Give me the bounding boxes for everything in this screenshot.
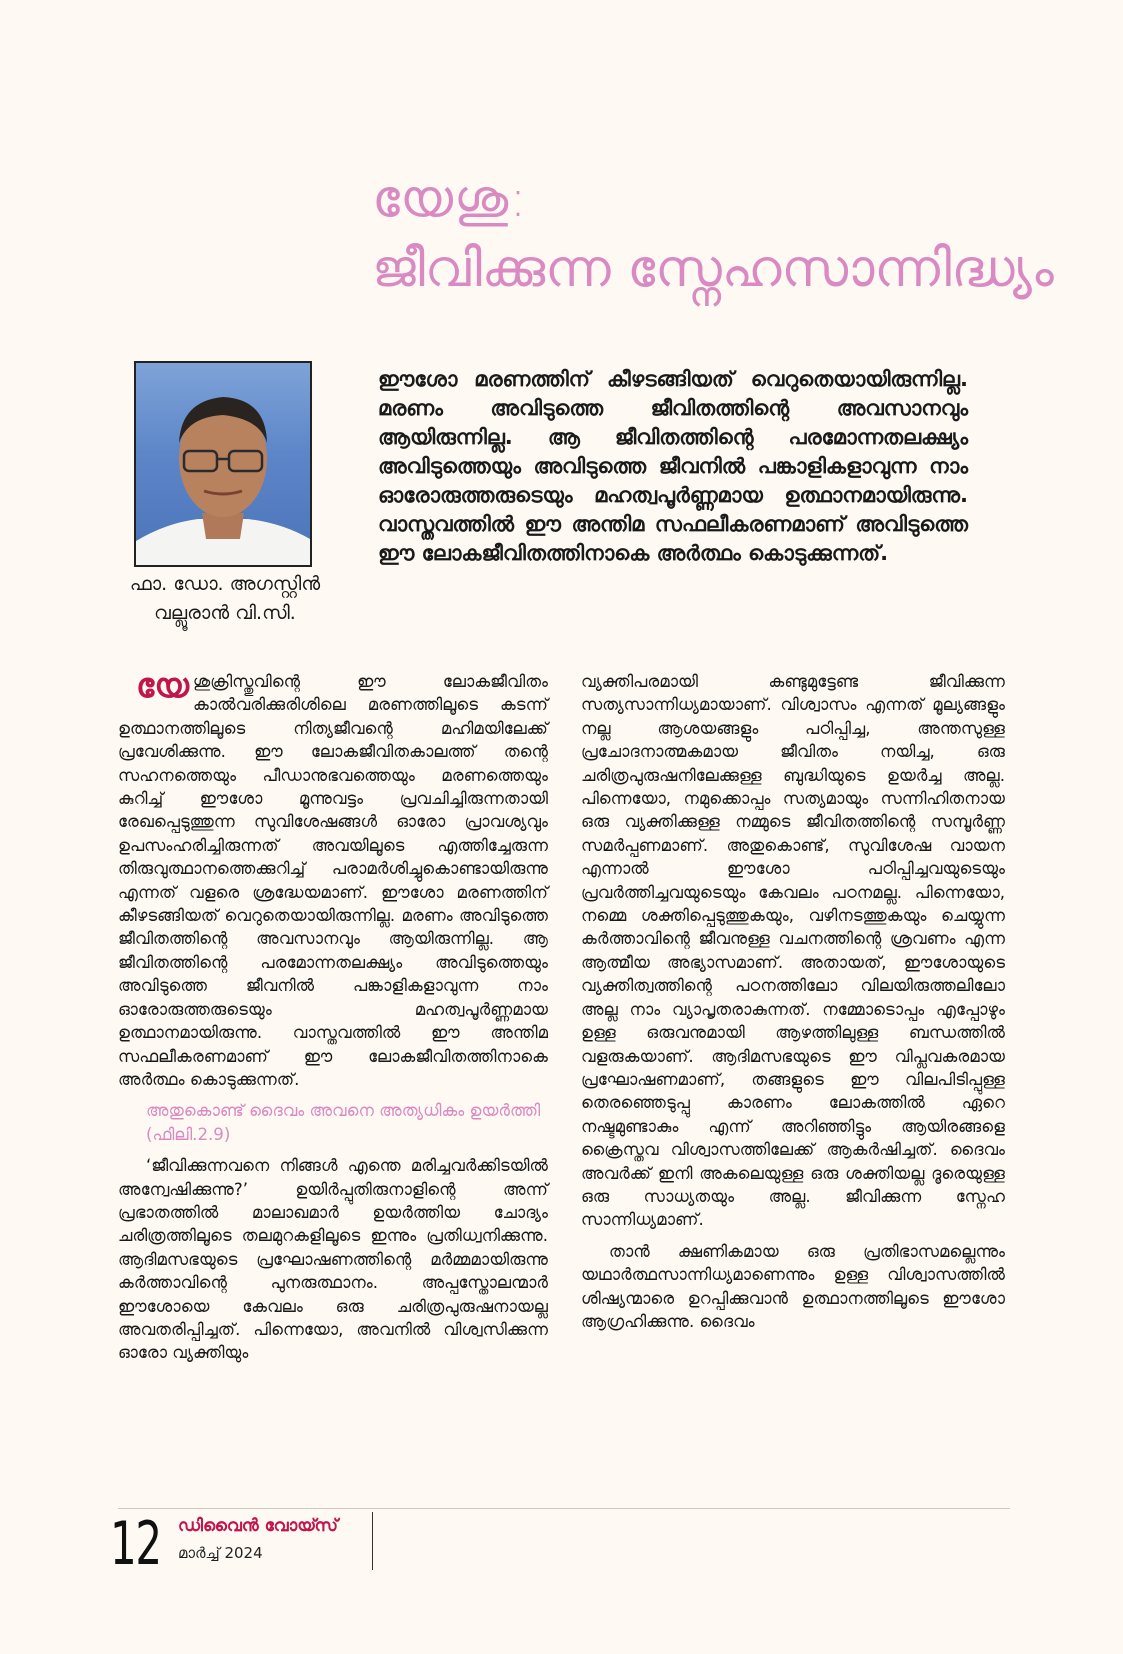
page-number: 12 — [110, 1509, 161, 1579]
author-name-line-1: ഫാ. ഡോ. അഗസ്റ്റിൻ — [129, 573, 321, 595]
body-paragraph-2: ‘ജീവിക്കുന്നവനെ നിങ്ങൾ എന്തെ മരിച്ചവർക്കിടയിൽ അന്വേഷിക്കുന്നു?’ ഉയിർപ്പുതിരുനാളിന്റെ അന്ന് പ്രഭാതത്തിൽ മാലാഖമാർ ഉയർത്തിയ ചോദ്യം ചരിത്രത്തിലൂടെ തലമുറകളിലൂടെ ഇന്നും പ്രതിധ്വനിക്കുന്നു. ആദിമസഭയുടെ പ്രഘോഷണത്തിന്റെ മർമ്മമായിരുന്നു കർത്താവിന്റെ പുനരുത്ഥാനം. അപ്പസ്തോലന്മാർ ഈശോയെ കേവലം ഒരു ചരിത്രപുരുഷനായല്ല അവതരിപ്പിച്ചത്. പിന്നെയോ, അവനിൽ വിശ്വസിക്കുന്ന ഓരോ വ്യക്തിയും — [118, 1156, 548, 1363]
author-photo — [134, 361, 312, 567]
body-paragraph-3: വ്യക്തിപരമായി കണ്ടുമുട്ടേണ്ട ജീവിക്കുന്ന സത്യസാന്നിധ്യമായാണ്. വിശ്വാസം എന്നത് മൂല്യങ്ങളും നല്ല ആശയങ്ങളും പഠിപ്പിച്ച, അന്തസുള്ള പ്രചോദനാത്മകമായ ജീവിതം നയിച്ച, ഒരു ചരിത്രപുരുഷനിലേക്കുള്ള ബുദ്ധിയുടെ ഉയർച്ച അല്ല. പിന്നെയോ, നമുക്കൊപ്പം സത്യമായും സന്നിഹിതനായ ഒരു വ്യക്തിക്കുള്ള നമ്മുടെ ജീവിതത്തിന്റെ സമ്പൂർണ്ണ സമർപ്പണമാണ്. അതുകൊണ്ട്, സുവിശേഷ വായന എന്നാൽ ഈശോ പഠിപ്പിച്ചവയുടെയും പ്രവർത്തിച്ചവയുടെയും കേവലം പഠനമല്ല. പിന്നെയോ, നമ്മെ ശക്തിപ്പെടുത്തുകയും, വഴിനടത്തുകയും ചെയ്യുന്ന കർത്താവിന്റെ ജീവനുള്ള വചനത്തിന്റെ ശ്രവണം എന്ന ആത്മീയ അഭ്യാസമാണ്. അതായത്, ഈശോയുടെ വ്യക്തിത്വത്തിന്റെ പഠനത്തിലോ വിലയിരുത്തലിലോ അല്ല നാം വ്യാപൃതരാകുന്നത്. നമ്മോടൊപ്പം എപ്പോഴും ഉള്ള ഒരുവനുമായി ആഴത്തിലുള്ള ബന്ധത്തിൽ വളരുകയാണ്. ആദിമസഭയുടെ ഈ വിപ്ലവകരമായ പ്രഘോഷണമാണ്, തങ്ങളുടെ ഈ വിലപിടിപ്പുള്ള തെരഞ്ഞെടുപ്പു കാരണം ലോകത്തിൽ ഏറെ നഷ്ടമുണ്ടാകും എന്ന് അറിഞ്ഞിട്ടും ആയിരങ്ങളെ ക്രൈസ്തവ വിശ്വാസത്തിലേക്ക് ആകർഷിച്ചത്. ദൈവം അവർക്ക് ഇനി അകലെയുള്ള ഒരു ശക്തിയല്ല ദൂരെയുള്ള ഒരു സാധ്യതയും അല്ല. ജീവിക്കുന്ന സ്നേഹ സാന്നിധ്യമാണ്. — [581, 672, 1005, 1230]
footer-divider — [118, 1508, 1010, 1509]
body-paragraph-1 — [118, 666, 548, 1091]
footer-separator — [372, 1512, 373, 1570]
body-column-right — [581, 670, 1005, 1341]
body-column-left — [118, 666, 548, 1373]
section-subheading: അതുകൊണ്ട് ദൈവം അവനെ അത്യധികം ഉയർത്തി (ഫിലി.2.9) — [146, 1101, 541, 1144]
magazine-name: ഡിവൈൻ വോയ്സ് — [178, 1516, 338, 1536]
author-byline — [118, 570, 332, 628]
issue-date: മാർച്ച് 2024 — [178, 1544, 263, 1562]
article-abstract: ഈശോ മരണത്തിന് കീഴടങ്ങിയത് വെറുതെയായിരുന്നില്ല. മരണം അവിടുത്തെ ജീവിതത്തിന്റെ അവസാനവും ആയിരുന്നില്ല. ആ ജീവിതത്തിന്റെ പരമോന്നതലക്ഷ്യം അവിടുത്തെയും അവിടുത്തെ ജീവനിൽ പങ്കാളികളാവുന്ന നാം ഓരോരുത്തരുടെയും മഹത്വപൂർണ്ണമായ ഉത്ഥാനമായിരുന്നു. വാസ്തവത്തിൽ ഈ അന്തിമ സഫലീകരണമാണ് അവിടുത്തെ ഈ ലോകജീവിതത്തിനാകെ അർത്ഥം കൊടുക്കുന്നത്. — [378, 367, 968, 565]
title-line-2: ജീവിക്കുന്ന സ്നേഹസാന്നിദ്ധ്യം — [372, 238, 1054, 299]
article-title — [372, 170, 1092, 300]
drop-cap: യേ — [136, 666, 189, 706]
title-line-1: യേശു: — [372, 169, 528, 229]
author-name-line-2: വല്ലൂരാൻ വി.സി. — [154, 602, 296, 624]
author-portrait-image — [136, 363, 310, 565]
body-paragraph-1-text: ശുക്രിസ്തുവിന്റെ ഈ ലോകജീവിതം കാൽവരിക്കുരിശിലെ മരണത്തിലൂടെ കടന്ന് ഉത്ഥാനത്തിലൂടെ നിത്യജീവന്റെ മഹിമയിലേക്ക് പ്രവേശിക്കുന്നു. ഈ ലോകജീവിതകാലത്ത് തന്റെ സഹനത്തെയും പീഡാനുഭവത്തെയും മരണത്തെയും കുറിച്ച് ഈശോ മൂന്നുവട്ടം പ്രവചിച്ചിരുന്നതായി രേഖപ്പെടുത്തുന്ന സുവിശേഷങ്ങൾ ഓരോ പ്രാവശ്യവും ഉപസംഹരിച്ചിരുന്നത് അവയിലൂടെ എത്തിച്ചേരുന്ന തിരുവുത്ഥാനത്തെക്കുറിച്ച് പരാമർശിച്ചുകൊണ്ടായിരുന്നു എന്നത് വളരെ ശ്രദ്ധേയമാണ്. ഈശോ മരണത്തിന് കീഴടങ്ങിയത് വെറുതെയായിരുന്നില്ല. മരണം അവിടുത്തെ ജീവിതത്തിന്റെ അവസാനവും ആയിരുന്നില്ല. ആ ജീവിതത്തിന്റെ പരമോന്നതലക്ഷ്യം അവിടുത്തെയും അവിടുത്തെ ജീവനിൽ പങ്കാളികളാവുന്ന നാം ഓരോരുത്തരുടെയും മഹത്വപൂർണ്ണമായ ഉത്ഥാനമായിരുന്നു. വാസ്തവത്തിൽ ഈ അന്തിമ സഫലീകരണമാണ് ഈ ലോകജീവിതത്തിനാകെ അർത്ഥം കൊടുക്കുന്നത്. — [118, 672, 548, 1089]
body-paragraph-4: താൻ ക്ഷണികമായ ഒരു പ്രതിഭാസമല്ലെന്നും യഥാർത്ഥസാന്നിധ്യമാണെന്നും ഉള്ള വിശ്വാസത്തിൽ ശിഷ്യന്മാരെ ഉറപ്പിക്കുവാൻ ഉത്ഥാനത്തിലൂടെ ഈശോ ആഗ്രഹിക്കുന്നു. ദൈവം — [581, 1241, 1005, 1331]
